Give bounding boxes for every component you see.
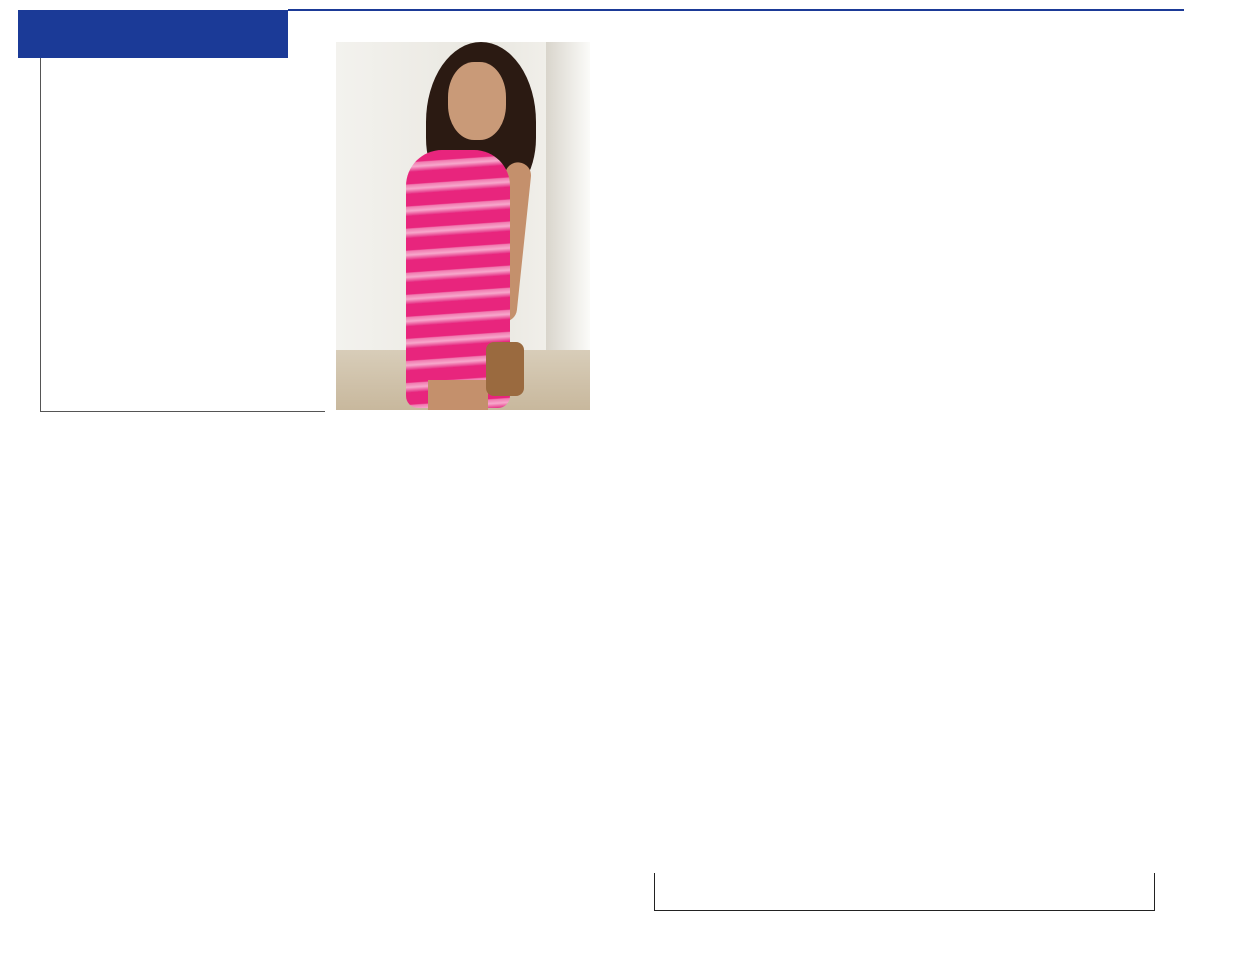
center-bracket — [654, 873, 1155, 911]
info-box — [40, 58, 325, 412]
knitting-chart — [652, 626, 1155, 874]
model-photo — [336, 42, 590, 410]
top-rule — [288, 9, 1184, 11]
photo-face — [448, 62, 506, 140]
page-footer — [955, 942, 959, 964]
header-banner — [18, 10, 288, 58]
photo-bag — [486, 342, 524, 396]
photo-legs — [428, 380, 488, 410]
